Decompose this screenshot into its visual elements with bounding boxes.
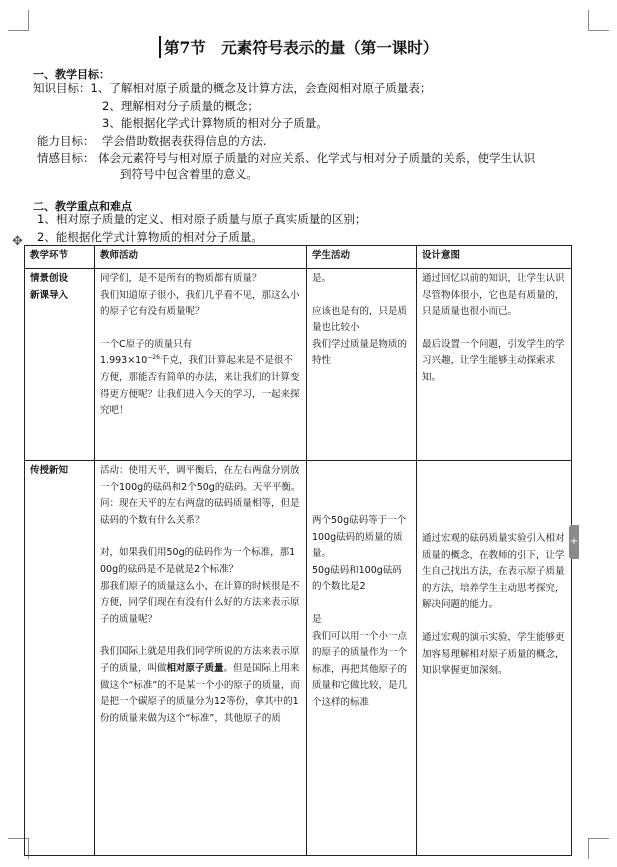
teacher-paragraph: 对，如果我们用50g的砝码作为一个标准，那100g的砝码是不是就是2个标准？ — [100, 547, 296, 575]
student-paragraph: 我们学过质量是物质的特性 — [312, 338, 408, 367]
stage-cell — [25, 269, 95, 461]
header-design-intent: 设计意图 — [417, 246, 572, 269]
student-activity-cell — [307, 269, 417, 461]
definition-term: 相对原子质量 — [166, 662, 224, 674]
teacher-paragraph-mass — [100, 353, 301, 419]
knowledge-item-3: 3、能根据化学式计算物质的相对分子质量。 — [102, 116, 328, 130]
emotion-objective-line-1 — [37, 151, 535, 165]
knowledge-objective-line-1 — [33, 81, 431, 95]
header-student-activity: 学生活动 — [307, 246, 417, 269]
student-paragraph: 是。 — [312, 273, 332, 284]
teacher-paragraph: 活动：使用天平，调平衡后，在左右两盘分别放一个100g的砝码和2个50g的砝码。天平平衡。 — [100, 465, 301, 493]
emotion-text-2: 到符号中包含着里的意义。 — [120, 167, 258, 181]
header-teacher-activity: 教师活动 — [95, 246, 307, 269]
crop-mark-bottom-right — [588, 838, 609, 859]
teacher-activity-cell — [95, 269, 307, 461]
emotion-label: 情感目标： — [37, 151, 95, 165]
knowledge-label: 知识目标： — [33, 81, 91, 95]
objectives-heading: 一、教学目标： — [33, 68, 110, 81]
intent-paragraph: 通过宏观的砝码质量实验引入相对质量的概念，在教师的引下，让学生自己找出方法，在表示原子质量的方法，培养学生主动思考探究，解决问题的能力。 — [422, 533, 565, 611]
key-points-heading: 二、教学重点和难点 — [33, 200, 132, 213]
ability-text: 学会借助数据表获得信息的方法. — [101, 134, 267, 148]
stage-label-1: 情景创设 — [30, 273, 69, 284]
definition-text-b: 。但是国际上用来做这个“标准”的不是某一个小的原子的质量，而是把一个碳原子的质量分为12等份，拿其中的1份的质量来做为这个“标准”，其他原子的质 — [100, 662, 300, 724]
knowledge-item-1: 1、了解相对原子质量的概念及计算方法，会查阅相对原子质量表； — [90, 81, 432, 95]
stage-cell: 传授新知 — [25, 461, 95, 856]
definition-text-a: 我们国际上就是用我们同学所说的方法来表示原子的质量，叫做 — [100, 646, 300, 674]
document-title: 第7节 元素符号表示的量（第一课时） — [159, 36, 438, 58]
table-header-row — [25, 246, 572, 269]
emotion-text-1: 体会元素符号与相对原子质量的对应关系、化学式与相对分子质量的关系，使学生认识 — [98, 151, 536, 165]
design-intent-cell — [417, 461, 572, 856]
key-point-2: 2、能根据化学式计算物质的相对分子质量。 — [37, 230, 263, 244]
expand-panel-tab[interactable]: + — [569, 525, 579, 559]
crop-mark-top-right — [588, 10, 609, 31]
intent-paragraph: 最后设置一个问题，引发学生的学习兴趣，让学生能够主动探索求知。 — [422, 338, 565, 383]
student-activity-cell — [307, 461, 417, 856]
student-paragraph: 是 — [312, 613, 322, 625]
header-stage: 教学环节 — [25, 246, 95, 269]
teacher-paragraph: 同学们，是不是所有的物质都有质量？ — [100, 273, 262, 284]
mass-rest: 千克，我们计算起来是不是很不方便，那能否有简单的办法，来让我们的计算变得更方便呢？让我们进入今天的学习，一起来探究吧！ — [100, 355, 300, 417]
key-point-1: 1、相对原子质量的定义、相对原子质量与原子真实质量的区别； — [37, 212, 367, 226]
intent-paragraph: 通过宏观的演示实验，学生能够更加容易理解相对原子质量的概念，知识掌握更加深刻。 — [422, 631, 565, 677]
stage-label-2: 新课导入 — [30, 289, 69, 301]
teacher-activity-cell — [95, 461, 307, 856]
student-paragraph: 50g砝码和100g砝码的个数比是2 — [312, 564, 402, 593]
teacher-paragraph: 我们知道原子很小，我们几乎看不见，那这么小的原子它有没有质量呢？ — [100, 289, 300, 318]
table-move-handle-icon[interactable]: ✥ — [12, 234, 23, 249]
student-paragraph: 两个50g砝码等于一个100g砝码的质量的质量。 — [312, 515, 407, 560]
table-row — [25, 461, 572, 856]
ability-objective — [37, 134, 266, 148]
design-intent-cell — [417, 269, 572, 461]
lesson-plan-table — [24, 245, 572, 856]
student-paragraph: 应该也是有的，只是质量也比较小 — [312, 305, 408, 334]
crop-mark-top-left — [8, 10, 29, 31]
mass-exponent: −26 — [147, 354, 160, 362]
knowledge-item-2: 2、理解相对分子质量的概念； — [102, 99, 259, 113]
table-row — [25, 269, 572, 461]
teacher-paragraph: 那我们原子的质量这么小，在计算的时候很是不方便，同学们现在有没有什么好的方法来表示原子的质量呢？ — [100, 580, 300, 625]
teacher-paragraph-definition — [100, 644, 301, 727]
intent-paragraph: 通过回忆以前的知识，让学生认识尽管物体很小，它也是有质量的，只是质量也很小而已。 — [422, 273, 565, 318]
student-paragraph: 我们可以用一个小一点的原子的质量作为一个标准，再把其他原子的质量和它做比较，是几个这样的标准 — [312, 630, 408, 708]
ability-label: 能力目标： — [37, 134, 95, 148]
teacher-paragraph: 问：现在天平的左右两盘的砝码质量相等，但是砝码的个数有什么关系？ — [100, 498, 300, 526]
teacher-paragraph: 一个C原子的质量只有 — [100, 338, 193, 350]
mass-base: 1.993×10 — [100, 355, 148, 367]
